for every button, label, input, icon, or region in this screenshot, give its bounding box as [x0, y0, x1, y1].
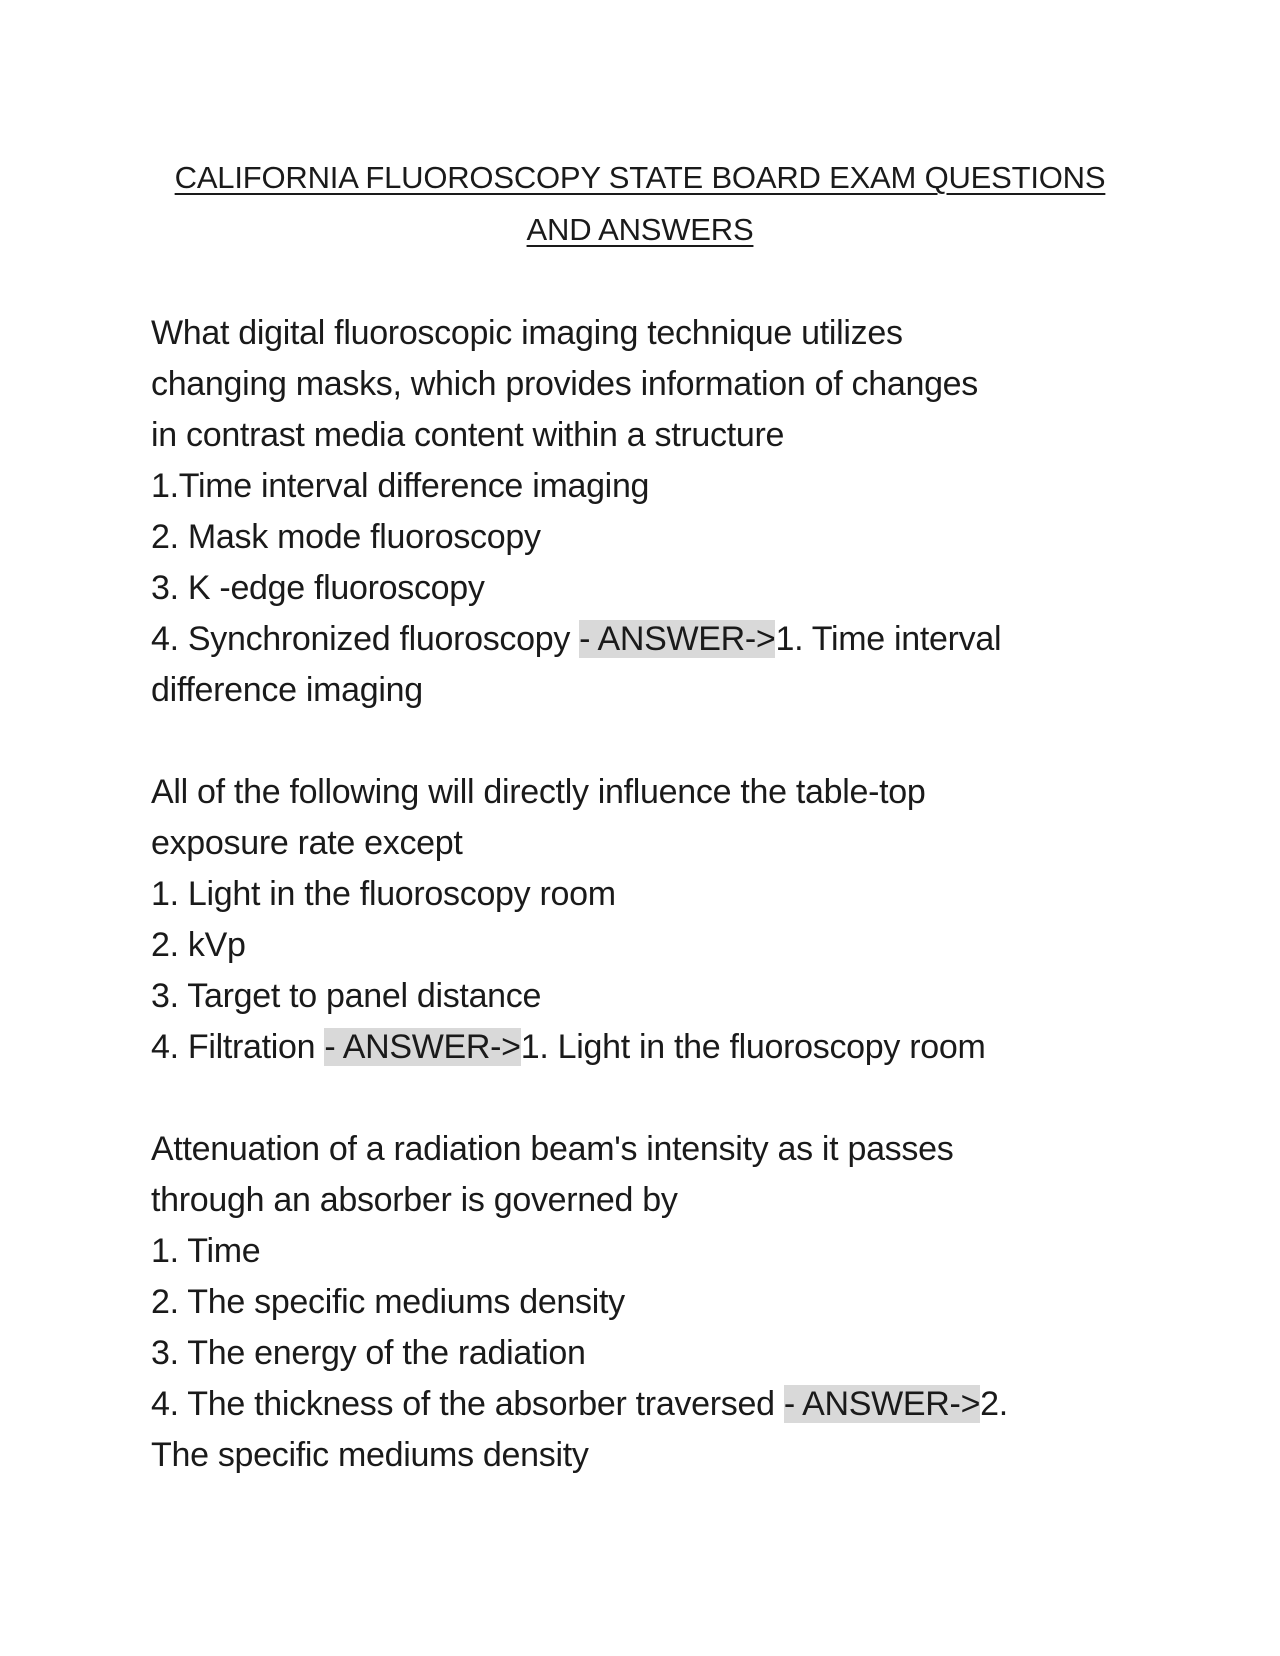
question-block-3 [151, 1124, 1151, 1481]
question-text-line: What digital fluoroscopic imaging technique utilizes [151, 314, 903, 352]
answer-option: 4. Filtration [151, 1028, 325, 1066]
answer-option-with-answer [151, 1379, 1151, 1430]
answer-option-with-answer [151, 614, 1151, 665]
answer-option: 4. The thickness of the absorber traversed [151, 1385, 784, 1423]
answer-marker: - ANSWER-> [783, 1385, 981, 1423]
document-body [151, 308, 1151, 1481]
answer-option: 4. Synchronized fluoroscopy [151, 620, 580, 658]
question-text-line: All of the following will directly influence the table-top [151, 773, 926, 811]
answer-option-with-answer [151, 1022, 1151, 1073]
question-block-1 [151, 308, 1151, 716]
answer-option: 1.Time interval difference imaging [151, 467, 650, 505]
answer-option: 1. Light in the fluoroscopy room [151, 875, 616, 913]
question-text-line: Attenuation of a radiation beam's intensity as it passes [151, 1130, 954, 1168]
answer-option: 1. Time [151, 1232, 261, 1270]
answer-marker: - ANSWER-> [324, 1028, 521, 1066]
answer-marker: - ANSWER-> [579, 620, 776, 658]
title-line-2: AND ANSWERS [526, 212, 754, 247]
correct-answer-text-continued: difference imaging [151, 671, 423, 709]
answer-option: 3. Target to panel distance [151, 977, 542, 1015]
correct-answer-text: 2. [980, 1385, 1008, 1423]
question-text-line: changing masks, which provides information of changes [151, 365, 978, 403]
question-text-line: exposure rate except [151, 824, 463, 862]
question-text-line: through an absorber is governed by [151, 1181, 678, 1219]
question-block-2 [151, 767, 1151, 1073]
correct-answer-text: 1. Light in the fluoroscopy room [520, 1028, 986, 1066]
answer-option: 2. Mask mode fluoroscopy [151, 518, 541, 556]
title-line-1: CALIFORNIA FLUOROSCOPY STATE BOARD EXAM QUESTIONS [174, 160, 1106, 195]
correct-answer-text: 1. Time interval [775, 620, 1002, 658]
answer-option: 3. K -edge fluoroscopy [151, 569, 485, 607]
document-title [150, 152, 1130, 256]
answer-option: 2. The specific mediums density [151, 1283, 625, 1321]
question-text-line: in contrast media content within a structure [151, 416, 785, 454]
correct-answer-text-continued: The specific mediums density [151, 1436, 589, 1474]
answer-option: 3. The energy of the radiation [151, 1334, 586, 1372]
answer-option: 2. kVp [151, 926, 246, 964]
